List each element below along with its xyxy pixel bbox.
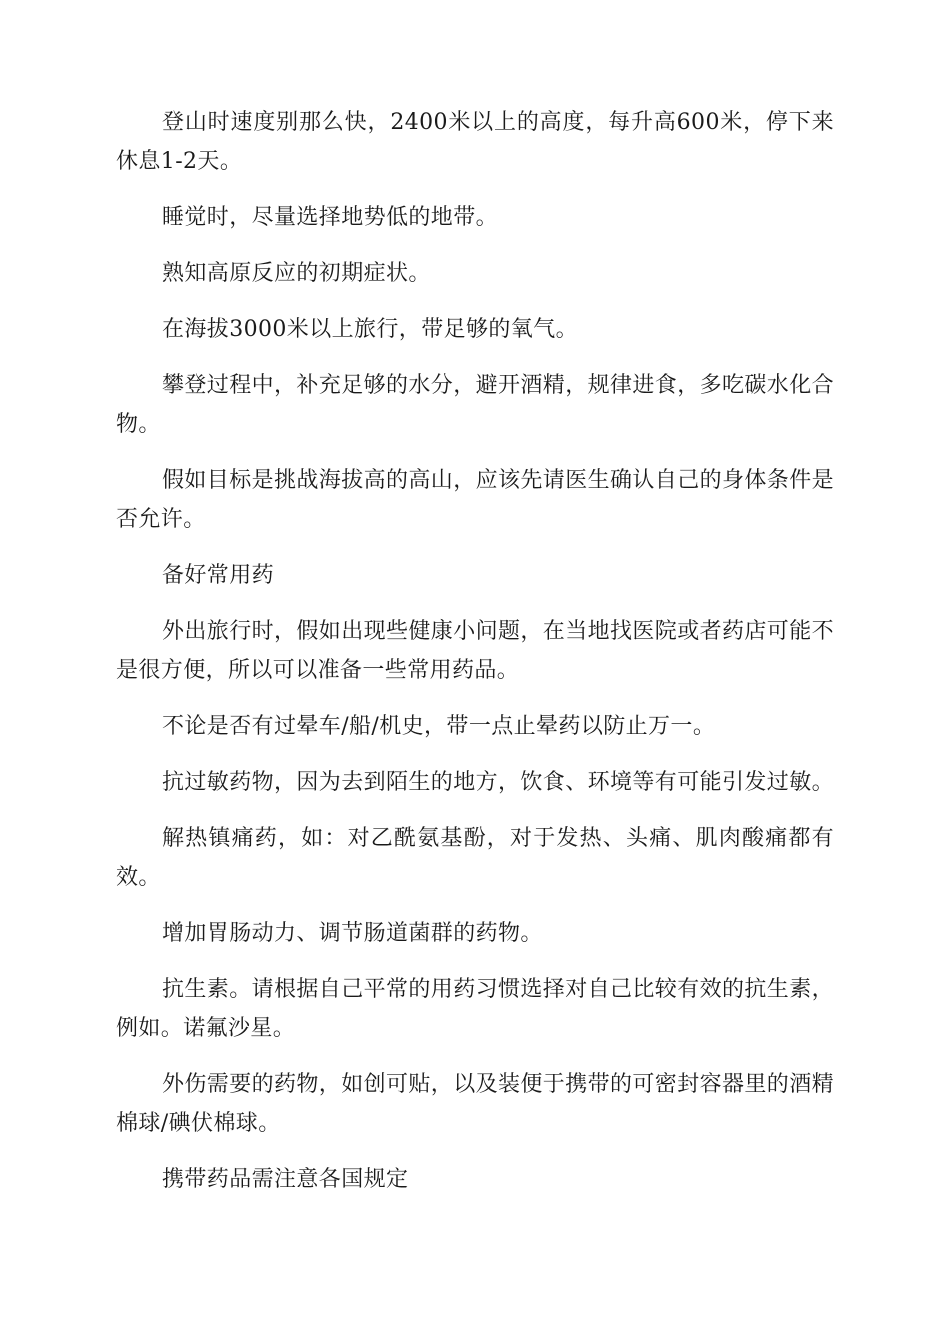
paragraph-antibiotics: 抗生素。请根据自己平常的用药习惯选择对自己比较有效的抗生素，例如。诺氟沙星。	[116, 977, 835, 1041]
paragraph-sleep-low-ground: 睡觉时，尽量选择地势低的地带。	[162, 205, 499, 230]
section-heading-common-medicine: 备好常用药	[162, 563, 275, 588]
paragraph-hydration: 攀登过程中，补充足够的水分，避开酒精，规律进食，多吃碳水化合物。	[116, 373, 835, 437]
paragraph-digestive: 增加胃肠动力、调节肠道菌群的药物。	[162, 921, 543, 946]
paragraph-travel-medicine: 外出旅行时，假如出现些健康小问题，在当地找医院或者药店可能不是很方便，所以可以准备一些常用药品。	[116, 619, 835, 683]
paragraph-doctor-check: 假如目标是挑战海拔高的高山，应该先请医生确认自己的身体条件是否允许。	[116, 468, 835, 532]
paragraph-painkiller: 解热镇痛药，如：对乙酰氨基酚，对于发热、头痛、肌肉酸痛都有效。	[116, 826, 834, 890]
paragraph-motion-sickness: 不论是否有过晕车/船/机史，带一点止晕药以防止万一。	[162, 714, 716, 739]
section-heading-regulations: 携带药品需注意各国规定	[162, 1167, 409, 1192]
paragraph-wound-care: 外伤需要的药物，如创可贴，以及装便于携带的可密封容器里的酒精棉球/碘伏棉球。	[116, 1072, 835, 1136]
paragraph-altitude-symptoms: 熟知高原反应的初期症状。	[162, 261, 431, 286]
paragraph-anti-allergy: 抗过敏药物，因为去到陌生的地方，饮食、环境等有可能引发过敏。	[162, 770, 835, 795]
document-body	[116, 103, 834, 1216]
paragraph-climbing-speed: 登山时速度别那么快，2400米以上的高度，每升高600米，停下来休息1-2天。	[116, 110, 834, 174]
paragraph-oxygen: 在海拔3000米以上旅行，带足够的氧气。	[162, 317, 578, 342]
